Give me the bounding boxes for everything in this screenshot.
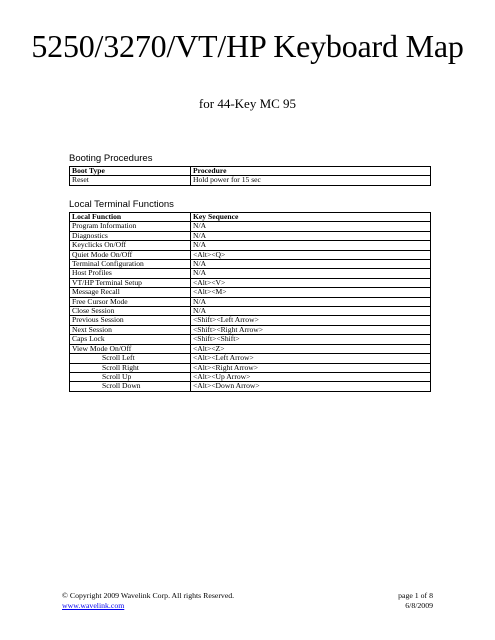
table-row (70, 288, 431, 297)
key-sequence-cell: <Alt><Down Arrow> (191, 382, 431, 391)
key-sequence-cell: <Alt><Z> (191, 344, 431, 353)
key-sequence-cell: N/A (191, 260, 431, 269)
function-cell: Scroll Down (70, 382, 191, 391)
key-sequence-cell: <Shift><Shift> (191, 335, 431, 344)
table-row (70, 269, 431, 278)
booting-heading: Booting Procedures (69, 153, 153, 164)
function-cell: Diagnostics (70, 231, 191, 240)
page-number: page 1 of 8 (398, 591, 433, 600)
table-row (70, 363, 431, 372)
column-header: Local Function (70, 213, 191, 222)
key-sequence-cell: <Shift><Right Arrow> (191, 325, 431, 334)
table-row (70, 222, 431, 231)
key-sequence-cell: N/A (191, 297, 431, 306)
function-cell: Program Information (70, 222, 191, 231)
table-row (70, 297, 431, 306)
function-cell: Previous Session (70, 316, 191, 325)
table-row (70, 278, 431, 287)
key-sequence-cell: N/A (191, 269, 431, 278)
key-sequence-cell: N/A (191, 231, 431, 240)
key-sequence-cell: N/A (191, 307, 431, 316)
function-cell: Caps Lock (70, 335, 191, 344)
table-row (70, 241, 431, 250)
table-row (70, 176, 431, 185)
key-sequence-cell: <Alt><Left Arrow> (191, 354, 431, 363)
terminal-heading: Local Terminal Functions (69, 199, 174, 210)
column-header: Key Sequence (191, 213, 431, 222)
website-link[interactable]: www.wavelink.com (62, 601, 125, 610)
copyright-text: © Copyright 2009 Wavelink Corp. All rights Reserved. (62, 591, 235, 600)
table-row (70, 316, 431, 325)
function-cell: Quiet Mode On/Off (70, 250, 191, 259)
column-header: Boot Type (70, 167, 191, 176)
key-sequence-cell: <Alt><Up Arrow> (191, 372, 431, 381)
table-row (70, 335, 431, 344)
function-cell: Host Profiles (70, 269, 191, 278)
function-cell: Keyclicks On/Off (70, 241, 191, 250)
column-header: Procedure (191, 167, 431, 176)
footer-right (398, 591, 433, 611)
key-sequence-cell: <Alt><V> (191, 278, 431, 287)
function-cell: Close Session (70, 307, 191, 316)
function-cell: Scroll Right (70, 363, 191, 372)
footer-date: 6/8/2009 (405, 601, 433, 610)
key-sequence-cell: <Alt><Q> (191, 250, 431, 259)
function-cell: Next Session (70, 325, 191, 334)
function-cell: Message Recall (70, 288, 191, 297)
terminal-table-body (70, 222, 431, 391)
key-sequence-cell: <Shift><Left Arrow> (191, 316, 431, 325)
booting-table (69, 166, 431, 186)
table-row (70, 260, 431, 269)
key-sequence-cell: <Alt><Right Arrow> (191, 363, 431, 372)
boot-type-cell: Reset (70, 176, 191, 185)
table-row (70, 354, 431, 363)
function-cell: Free Cursor Mode (70, 297, 191, 306)
table-row (70, 382, 431, 391)
footer-left (62, 591, 234, 611)
table-row (70, 325, 431, 334)
function-cell: View Mode On/Off (70, 344, 191, 353)
key-sequence-cell: N/A (191, 241, 431, 250)
key-sequence-cell: <Alt><M> (191, 288, 431, 297)
function-cell: Scroll Left (70, 354, 191, 363)
function-cell: VT/HP Terminal Setup (70, 278, 191, 287)
procedure-cell: Hold power for 15 sec (191, 176, 431, 185)
function-cell: Scroll Up (70, 372, 191, 381)
document-subtitle: for 44-Key MC 95 (198, 96, 297, 111)
document-title: 5250/3270/VT/HP Keyboard Map (31, 28, 464, 64)
function-cell: Terminal Configuration (70, 260, 191, 269)
key-sequence-cell: N/A (191, 222, 431, 231)
terminal-functions-table (69, 212, 431, 392)
